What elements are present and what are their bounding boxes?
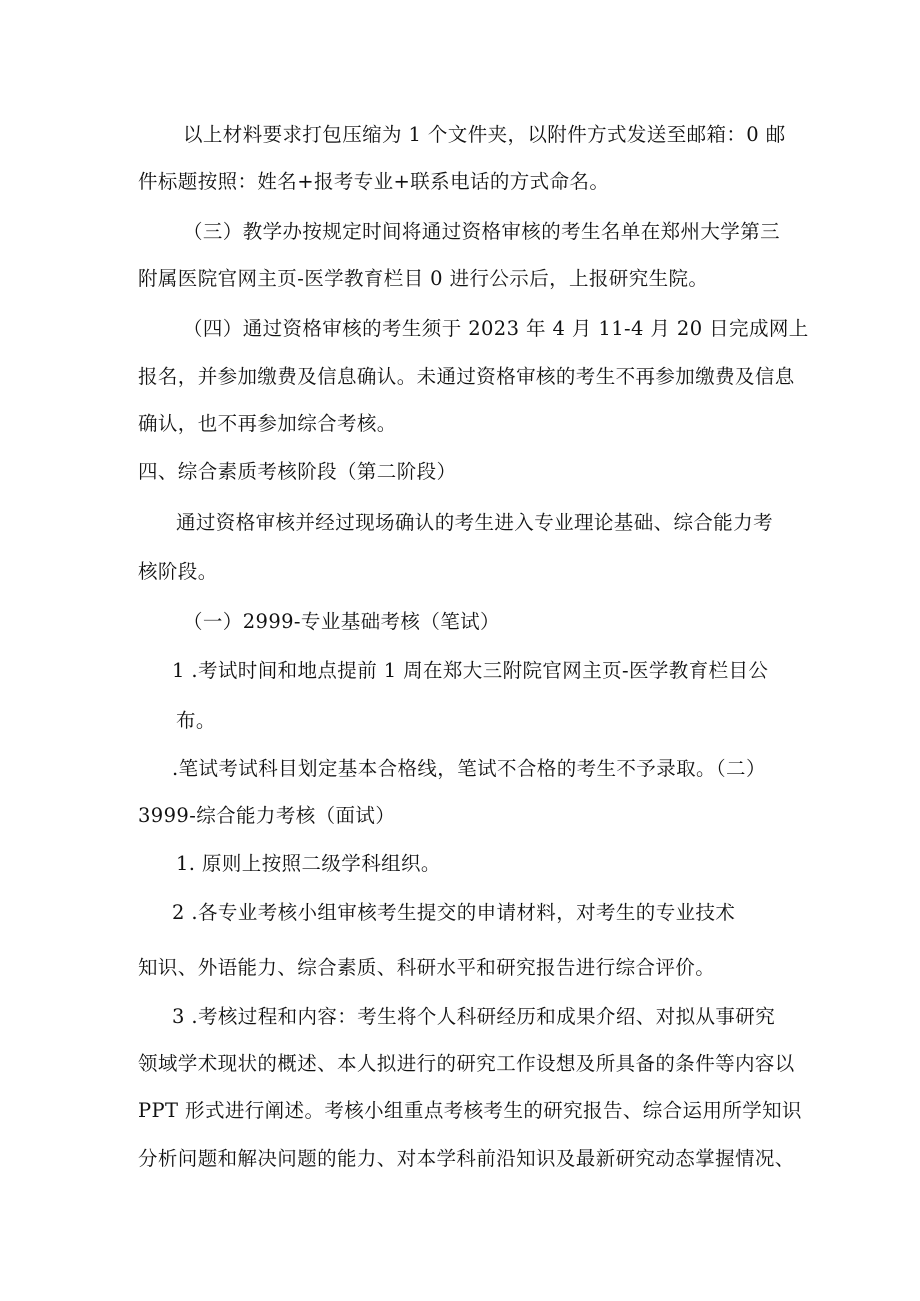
paragraph-line: 领域学术现状的概述、本人拟进行的研究工作设想及所具备的条件等内容以 — [138, 1052, 795, 1075]
list-item: 2 .各专业考核小组审核考生提交的申请材料，对考生的专业技术 — [172, 901, 736, 924]
paragraph-line: 核阶段。 — [138, 560, 218, 583]
subsection-heading: 3999-综合能力考核（面试） — [138, 804, 396, 827]
paragraph-line: （三）教学办按规定时间将通过资格审核的考生名单在郑州大学第三 — [183, 220, 781, 243]
paragraph-line: 分析问题和解决问题的能力、对本学科前沿知识及最新研究动态掌握情况、 — [138, 1147, 795, 1170]
paragraph-line: .笔试考试科目划定基本合格线，笔试不合格的考生不予录取。（二） — [172, 757, 766, 780]
section-heading: 四、综合素质考核阶段（第二阶段） — [138, 460, 457, 483]
paragraph-line: 布。 — [176, 709, 216, 732]
paragraph-line: 以上材料要求打包压缩为 1 个文件夹，以附件方式发送至邮箱：0 邮 — [183, 123, 786, 146]
paragraph-line: 通过资格审核并经过现场确认的考生进入专业理论基础、综合能力考 — [176, 511, 774, 534]
list-item: 1. 原则上按照二级学科组织。 — [176, 852, 441, 875]
paragraph-line: （四）通过资格审核的考生须于 2023 年 4 月 11-4 月 20 日完成网上 — [183, 317, 809, 340]
subsection-heading: （一）2999-专业基础考核（笔试） — [183, 610, 500, 633]
paragraph-line: 件标题按照：姓名+报考专业+联系电话的方式命名。 — [138, 170, 610, 193]
paragraph-line: 知识、外语能力、综合素质、科研水平和研究报告进行综合评价。 — [138, 956, 716, 979]
paragraph-line: 报名，并参加缴费及信息确认。未通过资格审核的考生不再参加缴费及信息 — [138, 365, 795, 388]
list-item: 3 .考核过程和内容：考生将个人科研经历和成果介绍、对拟从事研究 — [172, 1005, 776, 1028]
paragraph-line: 附属医院官网主页-医学教育栏目 0 进行公示后，上报研究生院。 — [138, 267, 709, 290]
list-item: 1 .考试时间和地点提前 1 周在郑大三附院官网主页-医学教育栏目公 — [172, 659, 769, 682]
paragraph-line: PPT 形式进行阐述。考核小组重点考核考生的研究报告、综合运用所学知识 — [138, 1099, 802, 1122]
paragraph-line: 确认，也不再参加综合考核。 — [138, 412, 397, 435]
